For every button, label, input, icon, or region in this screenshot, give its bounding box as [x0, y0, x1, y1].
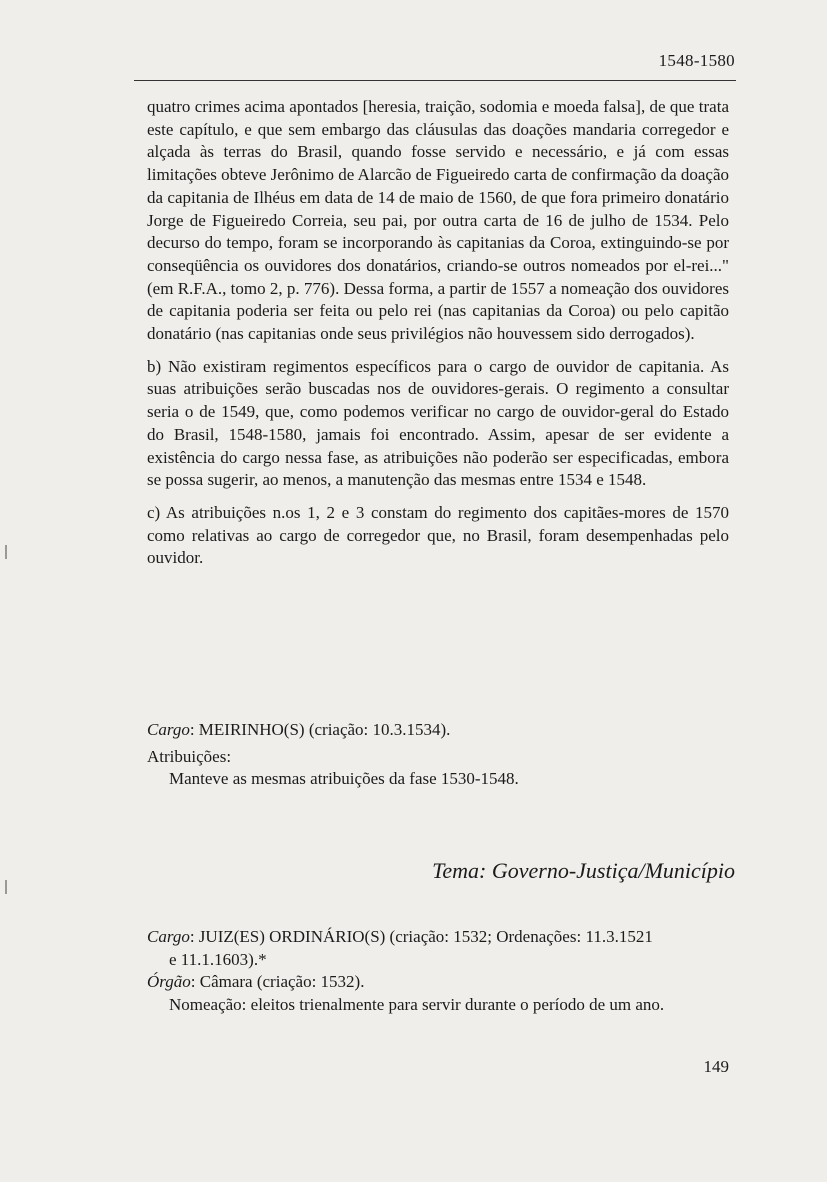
- meirinho-atribuicoes-text: Manteve as mesmas atribuições da fase 1530-1548.: [169, 769, 519, 789]
- juiz-orgao-line: [147, 971, 729, 994]
- cargo-label: Cargo: [147, 927, 190, 946]
- meirinho-entry: [147, 719, 729, 791]
- juiz-nomeacao: Nomeação: eleitos trienalmente para servir durante o período de um ano.: [169, 995, 665, 1015]
- edge-mark: [5, 545, 7, 559]
- meirinho-cargo-line: [147, 719, 729, 742]
- orgao-label: Órgão: [147, 972, 191, 992]
- orgao-value: : Câmara (criação: 1532).: [190, 972, 365, 992]
- paragraph-continuation: quatro crimes acima apontados [heresia, traição, sodomia e moeda falsa], de que trata este capítulo, e que sem embargo das cláusulas das doações mandaria corregedor e alçada às terras do Brasil, quando fosse servido e necessário, e já com essas limitações obteve Jerônimo de Alarcão de Figueiredo carta de confirmação da doação da capitania de Ilhéus em data de 14 de maio de 1560, de que fora primeiro donatário Jorge de Figueiredo Correia, seu pai, por outra carta de 16 de julho de 1534. Pelo decurso do tempo, foram se incorporando às capitanias da Coroa, extinguindo-se por conseqüência os ouvidores dos donatários, criando-se outros nomeados por el-rei..." (em R.F.A., tomo 2, p. 776). Dessa forma, a partir de 1557 a nomeação dos ouvidores de capitania poderia ser feita ou pelo rei (nas capitanias da Coroa) ou pelo capitão donatário (nas capitanias onde seus privilégios não houvessem sido derrogados).: [147, 97, 730, 344]
- running-header-date-range: 1548-1580: [658, 51, 735, 70]
- paragraph-c: c) As atribuições n.os 1, 2 e 3 constam do regimento dos capitães-mores de 1570 como relativas ao cargo de corregedor que, no Brasil, foram desempenhadas pelo ouvidor.: [147, 502, 729, 568]
- juiz-cargo-continuation: e 11.1.1603).*: [169, 949, 267, 969]
- section-theme-heading: Tema: Governo-Justiça/Município: [432, 858, 735, 883]
- cargo-value: : JUIZ(ES) ORDINÁRIO(S) (criação: 1532; Ordenações: 11.3.1521: [189, 927, 653, 946]
- edge-mark: [5, 880, 7, 894]
- cargo-label: Cargo: [147, 720, 190, 739]
- juiz-entry: [147, 926, 729, 1017]
- juiz-cargo-line: [147, 926, 729, 949]
- cargo-value: : MEIRINHO(S) (criação: 10.3.1534).: [189, 720, 451, 739]
- page-number: 149: [703, 1057, 729, 1076]
- meirinho-atribuicoes-label: Atribuições:: [147, 746, 232, 766]
- header-rule: [134, 80, 736, 81]
- body-text: [147, 96, 729, 570]
- paragraph-b: b) Não existiram regimentos específicos para o cargo de ouvidor de capitania. As suas atribuições serão buscadas nos de ouvidores-gerais. O regimento a consultar seria o de 1549, que, como podemos verificar no cargo de ouvidor-geral do Estado do Brasil, 1548-1580, jamais foi encontrado. Assim, apesar de ser evidente a existência do cargo nessa fase, as atribuições não poderão ser especificadas, embora se possa sugerir, ao menos, a manutenção das mesmas entre 1534 e 1548.: [147, 356, 729, 490]
